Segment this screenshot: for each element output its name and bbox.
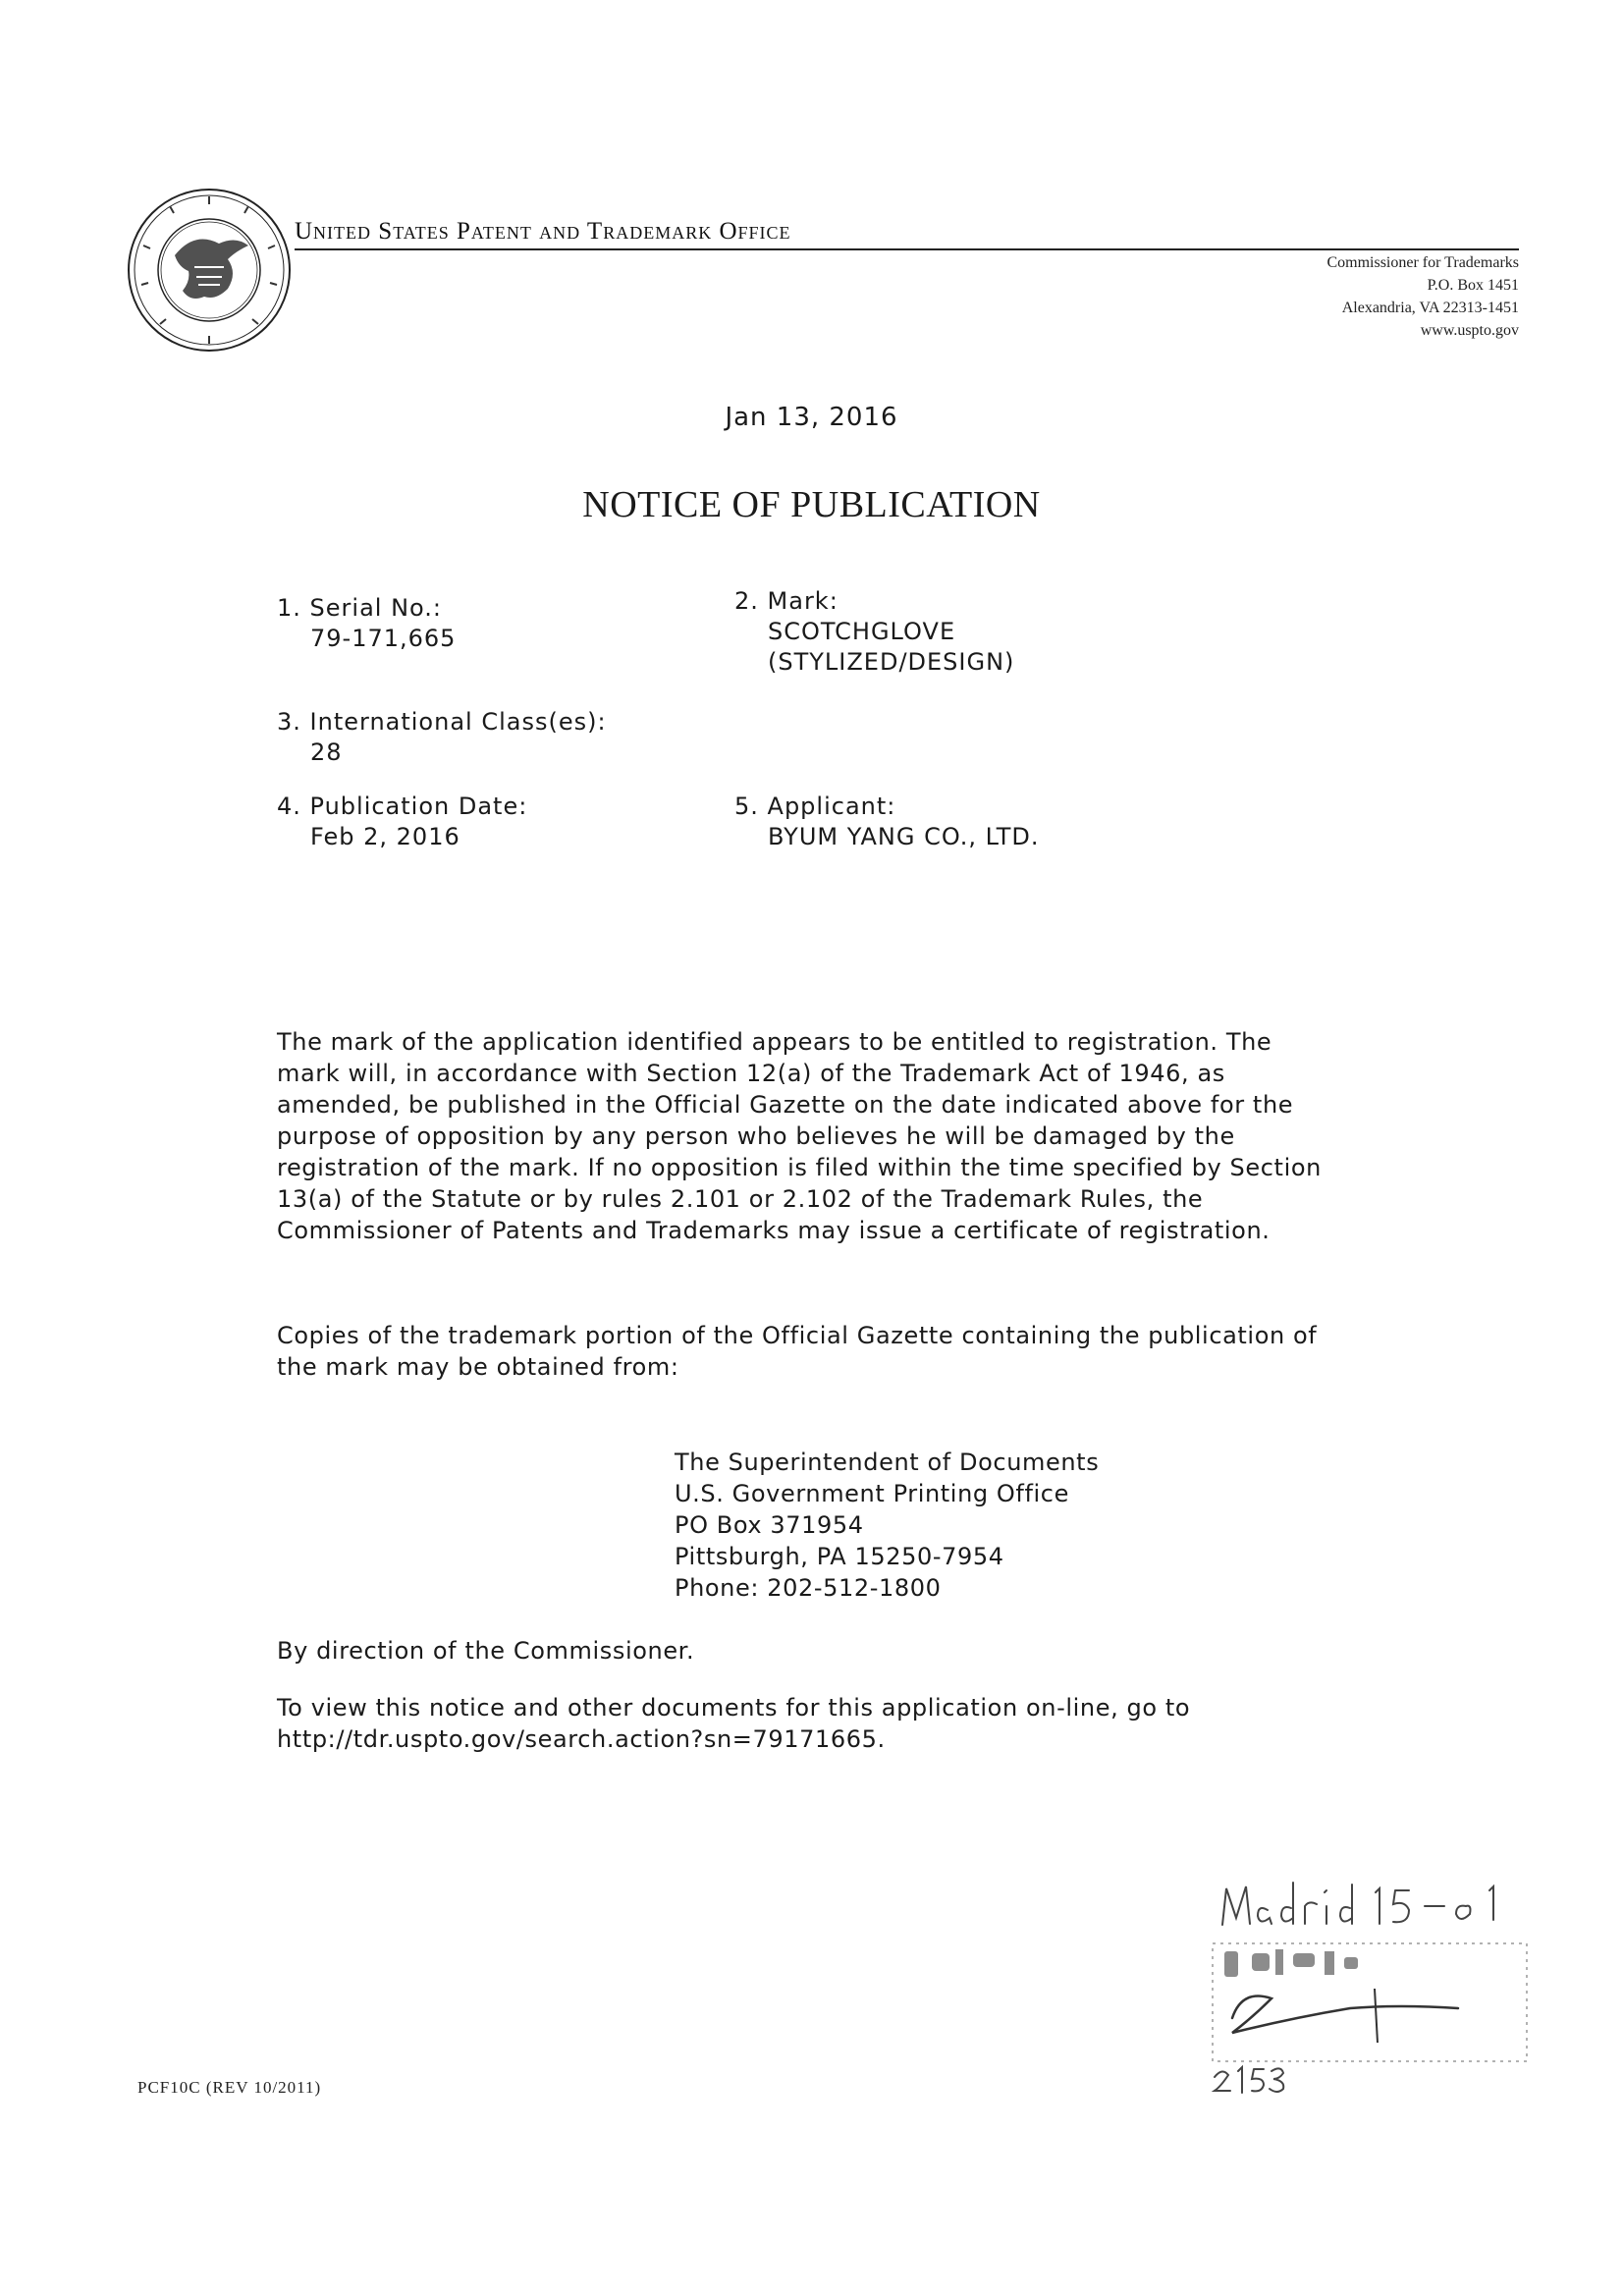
- header-rule: [295, 248, 1519, 250]
- notice-title: NOTICE OF PUBLICATION: [582, 484, 1041, 525]
- gpo-address-line: The Superintendent of Documents: [675, 1449, 1100, 1476]
- mark-label: 2. Mark:: [734, 587, 839, 615]
- gpo-phone: Phone: 202-512-1800: [675, 1574, 942, 1602]
- online-access-paragraph: To view this notice and other documents for this application on-line, go to http://tdr.uspto.gov/search.action?sn=79171665.: [277, 1694, 1191, 1753]
- publication-date-item: [277, 792, 527, 852]
- mark-item: [734, 586, 1014, 678]
- serial-label: 1. Serial No.:: [277, 594, 442, 622]
- applicant-value: BYUM YANG CO., LTD.: [768, 823, 1040, 850]
- pubdate-label: 4. Publication Date:: [277, 793, 528, 820]
- address-line: Alexandria, VA 22313-1451: [1341, 300, 1519, 316]
- direction-statement: By direction of the Commissioner.: [277, 1637, 695, 1665]
- notice-date: Jan 13, 2016: [725, 403, 898, 432]
- mark-type: (STYLIZED/DESIGN): [768, 648, 1015, 676]
- gpo-address-line: PO Box 371954: [675, 1511, 864, 1539]
- pubdate-value: Feb 2, 2016: [310, 823, 460, 850]
- notice-body-paragraph: The mark of the application identified appears to be entitled to registration. The mark will, in accordance with Section 12(a) of the Trademark Act of 1946, as amended, be published in the Official Gazette on the date indicated above for the purpose of opposition by any person who believes he will be damaged by the registration of the mark. If no opposition is filed within the time specified by Section 13(a) of the Statute or by rules 2.101 or 2.102 of the Trademark Rules, the Commissioner of Patents and Trademarks may issue a certificate of registration.: [277, 1028, 1322, 1244]
- serial-number-item: [277, 593, 456, 654]
- gpo-address-line: Pittsburgh, PA 15250-7954: [675, 1543, 1004, 1570]
- gazette-copies-paragraph: Copies of the trademark portion of the Official Gazette containing the publication of the mark may be obtained from:: [277, 1322, 1318, 1381]
- international-class-item: [277, 707, 607, 768]
- uspto-seal-icon: [126, 187, 293, 354]
- class-label: 3. International Class(es):: [277, 708, 607, 736]
- class-value: 28: [310, 738, 343, 766]
- agency-name: United States Patent and Trademark Office: [295, 218, 791, 245]
- agency-address: [1326, 251, 1519, 342]
- handwritten-stamp-icon: [1203, 1871, 1537, 2106]
- serial-value: 79-171,665: [310, 625, 457, 652]
- applicant-label: 5. Applicant:: [734, 793, 896, 820]
- address-line: Commissioner for Trademarks: [1326, 254, 1519, 271]
- address-line: P.O. Box 1451: [1427, 277, 1519, 294]
- gpo-address-block: [675, 1447, 1099, 1604]
- form-identifier: PCF10C (REV 10/2011): [137, 2078, 322, 2097]
- applicant-item: [734, 792, 1040, 852]
- gpo-address-line: U.S. Government Printing Office: [675, 1480, 1069, 1507]
- mark-value: SCOTCHGLOVE: [768, 618, 956, 645]
- website-link[interactable]: www.uspto.gov: [1420, 322, 1519, 339]
